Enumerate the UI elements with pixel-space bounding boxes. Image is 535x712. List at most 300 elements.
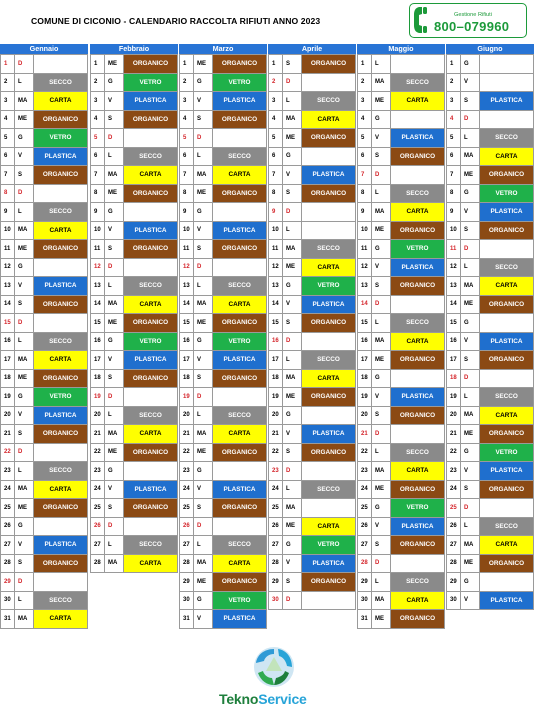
collection-organico: ORGANICO bbox=[479, 165, 534, 185]
day-number: 3 bbox=[0, 91, 15, 111]
day-number: 26 bbox=[0, 517, 15, 537]
calendar-day-row bbox=[0, 461, 89, 481]
day-number: 31 bbox=[0, 609, 15, 629]
day-number: 27 bbox=[446, 535, 461, 555]
day-number: 26 bbox=[90, 517, 105, 537]
day-number: 22 bbox=[357, 443, 372, 463]
day-of-week: MA bbox=[282, 369, 302, 389]
calendar-day-row bbox=[268, 535, 357, 555]
calendar-day-row bbox=[268, 332, 357, 352]
calendar-day-row bbox=[179, 313, 268, 333]
calendar-day-row bbox=[446, 147, 535, 167]
calendar-day-row bbox=[179, 480, 268, 500]
collection-secco: SECCO bbox=[390, 73, 445, 93]
day-number: 21 bbox=[179, 424, 194, 444]
day-of-week: ME bbox=[193, 313, 213, 333]
collection-secco: SECCO bbox=[390, 313, 445, 333]
collection-carta: CARTA bbox=[33, 609, 88, 629]
calendar-day-row bbox=[446, 424, 535, 444]
calendar-day-row bbox=[446, 406, 535, 426]
day-of-week: MA bbox=[282, 239, 302, 259]
collection-organico: ORGANICO bbox=[123, 443, 178, 463]
collection-carta: CARTA bbox=[123, 165, 178, 185]
day-of-week: L bbox=[14, 73, 34, 93]
day-of-week: MA bbox=[193, 165, 213, 185]
month-header-gennaio: Gennaio bbox=[0, 44, 89, 54]
day-number: 3 bbox=[446, 91, 461, 111]
calendar-day-row bbox=[179, 461, 268, 481]
calendar-day-row bbox=[268, 128, 357, 148]
day-of-week: G bbox=[14, 517, 34, 537]
day-of-week: ME bbox=[193, 572, 213, 592]
day-number: 30 bbox=[446, 591, 461, 611]
day-of-week: MA bbox=[14, 350, 34, 370]
day-number: 30 bbox=[179, 591, 194, 611]
day-of-week: MA bbox=[282, 498, 302, 518]
calendar-day-row bbox=[179, 73, 268, 93]
calendar-day-row bbox=[0, 110, 89, 130]
calendar-day-row bbox=[446, 276, 535, 296]
calendar-day-row bbox=[357, 239, 446, 259]
collection-organico: ORGANICO bbox=[123, 54, 178, 74]
day-of-week: L bbox=[371, 54, 391, 74]
day-of-week: MA bbox=[14, 221, 34, 241]
day-number: 18 bbox=[179, 369, 194, 389]
calendar-day-row bbox=[357, 73, 446, 93]
collection-secco: SECCO bbox=[390, 184, 445, 204]
day-of-week: D bbox=[460, 110, 480, 130]
day-number: 7 bbox=[90, 165, 105, 185]
day-of-week: MA bbox=[460, 406, 480, 426]
day-of-week: MA bbox=[14, 480, 34, 500]
calendar-day-row bbox=[90, 221, 179, 241]
collection-organico: ORGANICO bbox=[123, 498, 178, 518]
collection-carta: CARTA bbox=[301, 369, 356, 389]
day-of-week: MA bbox=[193, 295, 213, 315]
day-of-week: S bbox=[193, 110, 213, 130]
day-of-week: D bbox=[282, 73, 302, 93]
day-number: 29 bbox=[0, 572, 15, 592]
day-of-week: MA bbox=[460, 147, 480, 167]
day-number: 20 bbox=[446, 406, 461, 426]
day-of-week: G bbox=[104, 461, 124, 481]
calendar-day-row bbox=[446, 54, 535, 74]
day-of-week: D bbox=[104, 387, 124, 407]
calendar-day-row bbox=[179, 517, 268, 537]
calendar-day-row bbox=[446, 443, 535, 463]
month-header-marzo: Marzo bbox=[179, 44, 268, 54]
calendar-day-row bbox=[446, 184, 535, 204]
day-number: 9 bbox=[268, 202, 283, 222]
day-of-week: D bbox=[14, 313, 34, 333]
day-of-week: ME bbox=[460, 554, 480, 574]
calendar-day-row bbox=[179, 221, 268, 241]
collection-organico: ORGANICO bbox=[479, 221, 534, 241]
day-of-week: S bbox=[460, 480, 480, 500]
day-number: 15 bbox=[90, 313, 105, 333]
day-of-week: D bbox=[460, 498, 480, 518]
calendar-day-row bbox=[179, 424, 268, 444]
collection-empty bbox=[479, 369, 534, 389]
day-number: 17 bbox=[179, 350, 194, 370]
calendar-day-row bbox=[0, 73, 89, 93]
collection-carta: CARTA bbox=[479, 276, 534, 296]
day-number: 4 bbox=[0, 110, 15, 130]
collection-organico: ORGANICO bbox=[33, 165, 88, 185]
collection-secco: SECCO bbox=[33, 461, 88, 481]
day-number: 23 bbox=[90, 461, 105, 481]
calendar-day-row bbox=[268, 165, 357, 185]
collection-empty bbox=[301, 147, 356, 167]
calendar-day-row bbox=[179, 591, 268, 611]
calendar-day-row bbox=[446, 498, 535, 518]
collection-organico: ORGANICO bbox=[33, 239, 88, 259]
collection-carta: CARTA bbox=[301, 110, 356, 130]
calendar-day-row bbox=[357, 572, 446, 592]
calendar-day-row bbox=[90, 554, 179, 574]
collection-empty bbox=[301, 591, 356, 611]
calendar-day-row bbox=[0, 535, 89, 555]
day-number: 19 bbox=[357, 387, 372, 407]
collection-organico: ORGANICO bbox=[301, 313, 356, 333]
collection-organico: ORGANICO bbox=[390, 406, 445, 426]
day-number: 6 bbox=[268, 147, 283, 167]
collection-plastica: PLASTICA bbox=[479, 591, 534, 611]
day-number: 4 bbox=[179, 110, 194, 130]
collection-organico: ORGANICO bbox=[479, 424, 534, 444]
collection-empty bbox=[33, 313, 88, 333]
collection-plastica: PLASTICA bbox=[212, 350, 267, 370]
collection-empty bbox=[390, 165, 445, 185]
calendar-day-row bbox=[268, 498, 357, 518]
calendar-day-row bbox=[0, 221, 89, 241]
day-number: 24 bbox=[446, 480, 461, 500]
collection-empty bbox=[33, 54, 88, 74]
day-of-week: D bbox=[282, 591, 302, 611]
calendar-day-row bbox=[90, 332, 179, 352]
collection-empty bbox=[390, 110, 445, 130]
collection-plastica: PLASTICA bbox=[33, 535, 88, 555]
collection-vetro: VETRO bbox=[301, 276, 356, 296]
calendar-day-row bbox=[90, 313, 179, 333]
collection-vetro: VETRO bbox=[212, 591, 267, 611]
month-header-giugno: Giugno bbox=[446, 44, 535, 54]
day-number: 19 bbox=[446, 387, 461, 407]
day-of-week: L bbox=[371, 313, 391, 333]
collection-carta: CARTA bbox=[390, 461, 445, 481]
calendar-day-row bbox=[446, 369, 535, 389]
day-of-week: L bbox=[282, 91, 302, 111]
collection-secco: SECCO bbox=[212, 147, 267, 167]
day-of-week: V bbox=[14, 147, 34, 167]
calendar-day-row bbox=[179, 369, 268, 389]
collection-empty bbox=[33, 443, 88, 463]
day-number: 31 bbox=[179, 609, 194, 629]
collection-organico: ORGANICO bbox=[212, 498, 267, 518]
day-number: 8 bbox=[268, 184, 283, 204]
collection-organico: ORGANICO bbox=[301, 184, 356, 204]
collection-organico: ORGANICO bbox=[123, 184, 178, 204]
day-of-week: D bbox=[193, 517, 213, 537]
day-number: 2 bbox=[268, 73, 283, 93]
calendar-day-row bbox=[357, 110, 446, 130]
day-number: 24 bbox=[357, 480, 372, 500]
day-number: 7 bbox=[268, 165, 283, 185]
calendar-day-row bbox=[446, 517, 535, 537]
day-number: 27 bbox=[0, 535, 15, 555]
day-of-week: S bbox=[460, 221, 480, 241]
day-of-week: V bbox=[14, 406, 34, 426]
phone-number: 800–079960 bbox=[434, 19, 510, 34]
calendar-day-row bbox=[90, 73, 179, 93]
day-number: 21 bbox=[357, 424, 372, 444]
collection-organico: ORGANICO bbox=[301, 572, 356, 592]
day-of-week: L bbox=[104, 535, 124, 555]
day-of-week: S bbox=[104, 110, 124, 130]
day-of-week: V bbox=[460, 591, 480, 611]
day-number: 25 bbox=[357, 498, 372, 518]
collection-secco: SECCO bbox=[123, 535, 178, 555]
collection-plastica: PLASTICA bbox=[390, 128, 445, 148]
day-number: 23 bbox=[268, 461, 283, 481]
collection-empty bbox=[123, 461, 178, 481]
day-of-week: ME bbox=[193, 443, 213, 463]
collection-organico: ORGANICO bbox=[390, 221, 445, 241]
collection-plastica: PLASTICA bbox=[212, 221, 267, 241]
calendar-day-row bbox=[268, 147, 357, 167]
collection-organico: ORGANICO bbox=[212, 443, 267, 463]
calendar-day-row bbox=[357, 202, 446, 222]
day-number: 25 bbox=[0, 498, 15, 518]
day-of-week: ME bbox=[14, 498, 34, 518]
collection-organico: ORGANICO bbox=[33, 498, 88, 518]
day-number: 14 bbox=[179, 295, 194, 315]
collection-organico: ORGANICO bbox=[33, 110, 88, 130]
day-of-week: V bbox=[460, 73, 480, 93]
collection-secco: SECCO bbox=[123, 406, 178, 426]
calendar-day-row bbox=[90, 258, 179, 278]
collection-empty bbox=[212, 128, 267, 148]
collection-organico: ORGANICO bbox=[479, 295, 534, 315]
day-of-week: G bbox=[282, 406, 302, 426]
collection-organico: ORGANICO bbox=[479, 480, 534, 500]
day-of-week: D bbox=[14, 572, 34, 592]
day-number: 27 bbox=[90, 535, 105, 555]
collection-carta: CARTA bbox=[390, 202, 445, 222]
calendar-day-row bbox=[446, 480, 535, 500]
calendar-day-row bbox=[179, 350, 268, 370]
day-number: 16 bbox=[0, 332, 15, 352]
day-of-week: L bbox=[460, 128, 480, 148]
day-number: 10 bbox=[90, 221, 105, 241]
collection-plastica: PLASTICA bbox=[212, 91, 267, 111]
day-of-week: G bbox=[460, 313, 480, 333]
collection-vetro: VETRO bbox=[390, 498, 445, 518]
day-of-week: MA bbox=[104, 295, 124, 315]
day-number: 28 bbox=[0, 554, 15, 574]
calendar-day-row bbox=[357, 332, 446, 352]
calendar-day-row bbox=[357, 591, 446, 611]
collection-organico: ORGANICO bbox=[390, 276, 445, 296]
day-of-week: V bbox=[193, 480, 213, 500]
day-number: 1 bbox=[446, 54, 461, 74]
collection-organico: ORGANICO bbox=[123, 110, 178, 130]
day-of-week: MA bbox=[14, 91, 34, 111]
collection-carta: CARTA bbox=[390, 91, 445, 111]
day-of-week: L bbox=[282, 480, 302, 500]
day-of-week: ME bbox=[460, 424, 480, 444]
day-of-week: D bbox=[460, 369, 480, 389]
day-of-week: MA bbox=[460, 535, 480, 555]
day-number: 2 bbox=[357, 73, 372, 93]
day-number: 26 bbox=[179, 517, 194, 537]
day-of-week: V bbox=[193, 609, 213, 629]
day-number: 17 bbox=[268, 350, 283, 370]
calendar-day-row bbox=[90, 443, 179, 463]
calendar-day-row bbox=[446, 165, 535, 185]
day-number: 20 bbox=[0, 406, 15, 426]
collection-organico: ORGANICO bbox=[301, 387, 356, 407]
day-number: 15 bbox=[268, 313, 283, 333]
day-of-week: V bbox=[193, 91, 213, 111]
calendar-day-row bbox=[357, 517, 446, 537]
collection-plastica: PLASTICA bbox=[123, 221, 178, 241]
calendar-day-row bbox=[268, 276, 357, 296]
collection-secco: SECCO bbox=[33, 332, 88, 352]
day-number: 17 bbox=[357, 350, 372, 370]
collection-plastica: PLASTICA bbox=[390, 517, 445, 537]
day-of-week: MA bbox=[193, 424, 213, 444]
collection-organico: ORGANICO bbox=[212, 572, 267, 592]
day-number: 16 bbox=[357, 332, 372, 352]
collection-carta: CARTA bbox=[390, 591, 445, 611]
collection-secco: SECCO bbox=[479, 258, 534, 278]
calendar-day-row bbox=[90, 147, 179, 167]
day-number: 6 bbox=[0, 147, 15, 167]
day-of-week: G bbox=[14, 128, 34, 148]
day-of-week: MA bbox=[104, 165, 124, 185]
day-of-week: ME bbox=[14, 369, 34, 389]
collection-empty bbox=[301, 406, 356, 426]
day-number: 23 bbox=[0, 461, 15, 481]
collection-secco: SECCO bbox=[301, 480, 356, 500]
collection-secco: SECCO bbox=[301, 91, 356, 111]
calendar-day-row bbox=[268, 184, 357, 204]
collection-empty bbox=[212, 461, 267, 481]
page-title: COMUNE DI CICONIO - CALENDARIO RACCOLTA RIFIUTI ANNO 2023 bbox=[31, 16, 321, 26]
calendar-day-row bbox=[446, 535, 535, 555]
calendar-day-row bbox=[268, 517, 357, 537]
calendar-day-row bbox=[357, 350, 446, 370]
day-number: 15 bbox=[446, 313, 461, 333]
calendar-day-row bbox=[90, 350, 179, 370]
day-number: 22 bbox=[268, 443, 283, 463]
calendar-day-row bbox=[268, 91, 357, 111]
calendar-day-row bbox=[90, 517, 179, 537]
calendar-day-row bbox=[0, 184, 89, 204]
day-of-week: V bbox=[282, 295, 302, 315]
collection-plastica: PLASTICA bbox=[123, 350, 178, 370]
day-of-week: S bbox=[282, 184, 302, 204]
day-number: 6 bbox=[446, 147, 461, 167]
phone-box bbox=[409, 3, 527, 38]
collection-secco: SECCO bbox=[301, 350, 356, 370]
logo-text-tekno: Tekno bbox=[219, 691, 259, 707]
day-number: 24 bbox=[0, 480, 15, 500]
collection-plastica: PLASTICA bbox=[301, 424, 356, 444]
collection-plastica: PLASTICA bbox=[123, 91, 178, 111]
day-of-week: MA bbox=[371, 73, 391, 93]
day-of-week: S bbox=[371, 147, 391, 167]
day-of-week: D bbox=[14, 184, 34, 204]
phone-label: Gestione Rifiuti bbox=[454, 12, 492, 18]
day-number: 18 bbox=[268, 369, 283, 389]
day-of-week: S bbox=[104, 239, 124, 259]
collection-plastica: PLASTICA bbox=[390, 387, 445, 407]
calendar-day-row bbox=[268, 202, 357, 222]
collection-secco: SECCO bbox=[33, 73, 88, 93]
collection-vetro: VETRO bbox=[212, 332, 267, 352]
footer-logo-text bbox=[219, 691, 307, 707]
collection-plastica: PLASTICA bbox=[479, 332, 534, 352]
day-number: 18 bbox=[357, 369, 372, 389]
collection-carta: CARTA bbox=[123, 424, 178, 444]
calendar-day-row bbox=[268, 424, 357, 444]
collection-organico: ORGANICO bbox=[390, 480, 445, 500]
day-number: 16 bbox=[268, 332, 283, 352]
calendar-day-row bbox=[179, 295, 268, 315]
day-of-week: S bbox=[282, 443, 302, 463]
calendar-day-row bbox=[357, 258, 446, 278]
collection-empty bbox=[212, 517, 267, 537]
calendar-day-row bbox=[268, 554, 357, 574]
calendar-day-row bbox=[268, 221, 357, 241]
day-of-week: L bbox=[460, 258, 480, 278]
calendar-day-row bbox=[0, 480, 89, 500]
calendar-day-row bbox=[357, 165, 446, 185]
calendar-day-row bbox=[446, 572, 535, 592]
day-of-week: L bbox=[14, 461, 34, 481]
calendar-day-row bbox=[90, 498, 179, 518]
collection-organico: ORGANICO bbox=[390, 609, 445, 629]
calendar-day-row bbox=[0, 147, 89, 167]
day-of-week: V bbox=[282, 165, 302, 185]
calendar-day-row bbox=[0, 276, 89, 296]
day-number: 14 bbox=[268, 295, 283, 315]
calendar-day-row bbox=[446, 350, 535, 370]
day-number: 28 bbox=[90, 554, 105, 574]
collection-empty bbox=[479, 239, 534, 259]
day-of-week: D bbox=[282, 461, 302, 481]
day-number: 9 bbox=[90, 202, 105, 222]
day-number: 14 bbox=[90, 295, 105, 315]
day-of-week: D bbox=[282, 202, 302, 222]
calendar-day-row bbox=[268, 110, 357, 130]
day-number: 19 bbox=[179, 387, 194, 407]
day-number: 25 bbox=[179, 498, 194, 518]
day-of-week: V bbox=[282, 554, 302, 574]
day-number: 3 bbox=[357, 91, 372, 111]
day-number: 25 bbox=[446, 498, 461, 518]
day-of-week: ME bbox=[282, 128, 302, 148]
calendar-day-row bbox=[0, 591, 89, 611]
day-of-week: G bbox=[371, 498, 391, 518]
collection-vetro: VETRO bbox=[301, 535, 356, 555]
day-of-week: V bbox=[460, 202, 480, 222]
calendar-day-row bbox=[179, 498, 268, 518]
day-number: 9 bbox=[446, 202, 461, 222]
day-of-week: L bbox=[104, 276, 124, 296]
